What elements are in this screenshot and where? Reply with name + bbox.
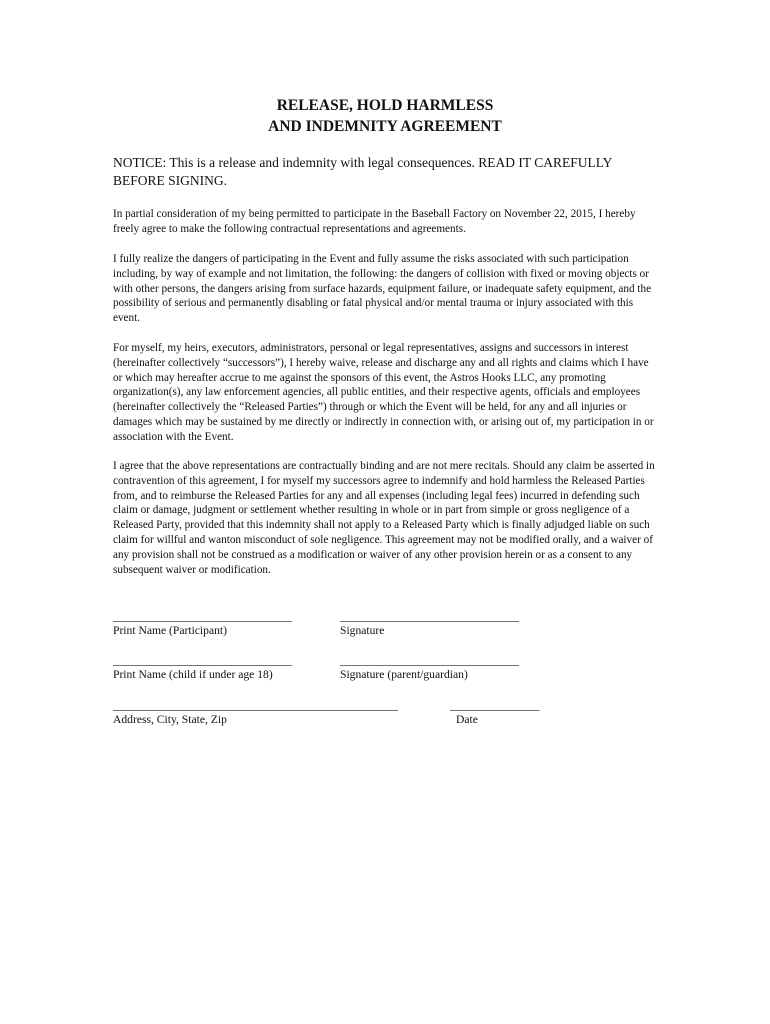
signature-parent-label: Signature (parent/guardian) [340, 668, 468, 681]
child-name-line[interactable]: ________________________________ [113, 655, 292, 667]
participant-name-line[interactable]: ________________________________ [113, 611, 292, 623]
date-label: Date [456, 713, 478, 726]
paragraph-release: For myself, my heirs, executors, administrators, personal or legal representatives, assigns and successors in interest (hereinafter collectively “successors”), I hereby waive, release and discharge any and all rights and claims which I have or which may hereafter accrue to me against the sponsors of this event, the Astros Hooks LLC, any promoting organization(s), any law enforcement agencies, all public entities, and their respective agents, officials and employees (hereinafter collectively the “Released Parties”) through or which the Event will be held, for any and all injuries or damages which may be sustained by me directly or indirectly in connection with, or arising out of, my participation in or association with the Event. [113, 342, 654, 443]
paragraph-indemnity: I agree that the above representations are contractually binding and are not mere recitals. Should any claim be asserted in contravention of this agreement, I for myself my successors agree to indemnify and hold harmless the Released Parties from, and to reimburse the Released Parties for any and all expenses (including legal fees) incurred in defending such claim or damage, judgment or settlement whether resulting in whole or in part from simple or gross negligence of a Released Party, provided that this indemnity shall not apply to a Released Party which is finally adjudged liable on such claim for willful and wanton misconduct of sole negligence. This agreement may not be modified orally, and a waiver of any provision shall not be construed as a modification or waiver of any other provision herein or as a consent to any subsequent waiver or modification. [113, 460, 655, 576]
notice-text: NOTICE: This is a release and indemnity with legal consequences. READ IT CAREFULLY BEFORE SIGNING. [113, 155, 612, 188]
print-name-child-label: Print Name (child if under age 18) [113, 668, 273, 681]
parent-signature-line[interactable]: ________________________________ [340, 655, 519, 667]
document-title-line-1: RELEASE, HOLD HARMLESS [276, 97, 494, 114]
signature-label: Signature [340, 624, 385, 637]
document-title-line-2: AND INDEMNITY AGREEMENT [268, 118, 502, 135]
print-name-participant-label: Print Name (Participant) [113, 624, 227, 637]
date-line[interactable]: ________________ [450, 700, 540, 712]
paragraph-consideration: In partial consideration of my being permitted to participate in the Baseball Factory on November 22, 2015, I hereby freely agree to make the following contractual representations and agreements. [113, 208, 636, 235]
address-label: Address, City, State, Zip [113, 713, 227, 726]
participant-signature-line[interactable]: ________________________________ [340, 611, 519, 623]
paragraph-assumption-of-risk: I fully realize the dangers of participating in the Event and fully assume the risks associated with such participation including, by way of example and not limitation, the following: the dangers of collision with fixed or moving objects or with other persons, the dangers arising from surface hazards, equipment failure, or inadequate safety equipment, and the possibility of serious and permanently disabling or fatal physical and/or mental trauma or injury associated with this event. [113, 253, 652, 325]
address-line[interactable]: ___________________________________________________ [113, 700, 399, 712]
